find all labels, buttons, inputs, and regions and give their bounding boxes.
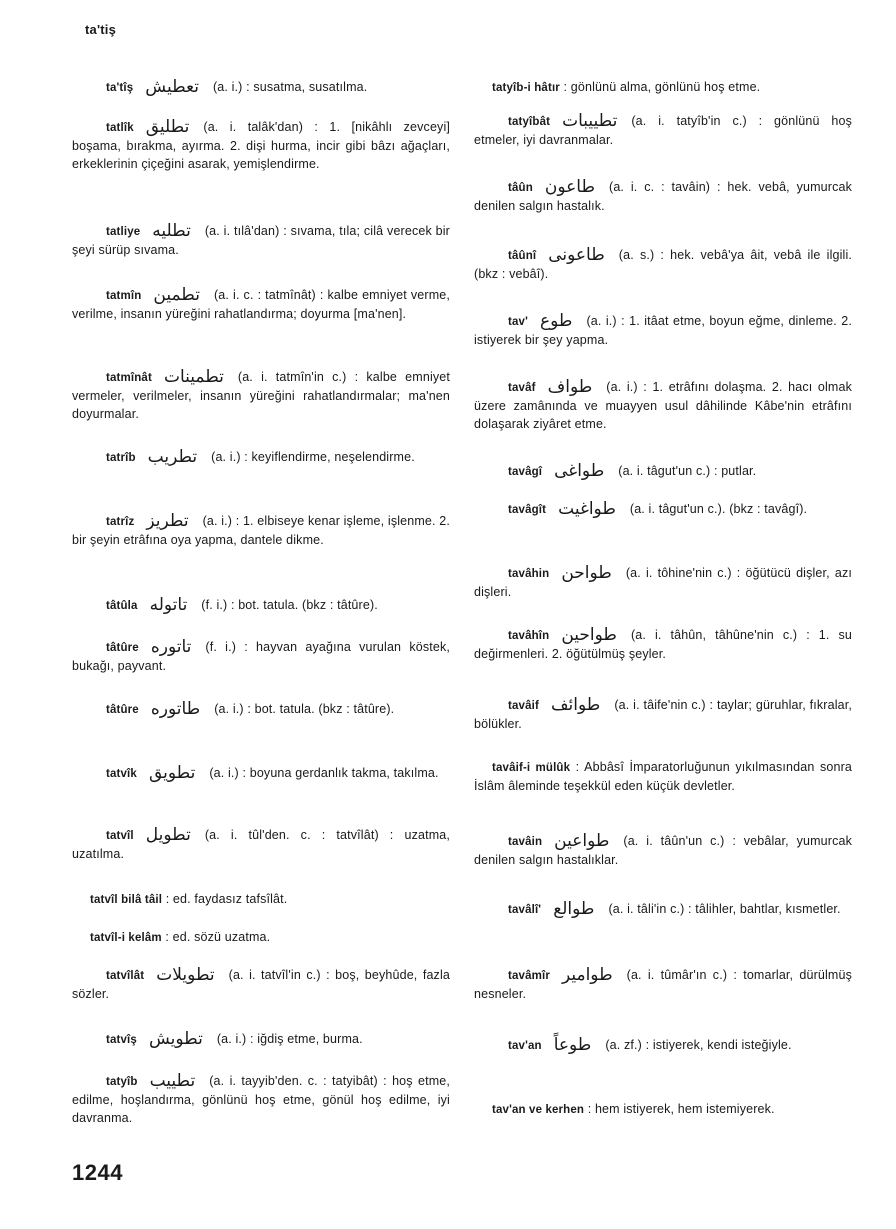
headword: tatvîlât [106, 970, 145, 982]
dictionary-entry [72, 928, 450, 947]
arabic-script: تطریب [147, 447, 198, 467]
definition: (f. i.) : bot. tatula. (bkz : tâtûre). [201, 598, 378, 612]
headword: tatyîbât [508, 116, 551, 128]
definition: (a. zf.) : istiyerek, kendi isteğiyle. [605, 1038, 792, 1052]
dictionary-entry [474, 758, 852, 795]
headword: tâtûre [106, 642, 139, 654]
dictionary-entry [474, 500, 852, 519]
headword: tavâif-i mülûk [492, 762, 571, 774]
dictionary-entry [72, 512, 450, 549]
arabic-script: تطریز [146, 511, 189, 531]
dictionary-entry [474, 626, 852, 663]
dictionary-entry [72, 78, 450, 97]
headword: tâtûre [106, 704, 139, 716]
arabic-script: طواف [547, 377, 593, 397]
dictionary-entry [474, 966, 852, 1003]
dictionary-entry [474, 112, 852, 149]
dictionary-entry [474, 1036, 852, 1055]
definition: (a. i. c. : tatmînât) : kalbe emniyet verme, verilme, insanın yüreğini rahatlandırma; doyurma [ma'nen]. [72, 288, 450, 321]
arabic-script: طوع [539, 311, 573, 331]
dictionary-entry [72, 286, 450, 323]
arabic-script: طوائف [550, 695, 601, 715]
dictionary-entry [72, 118, 450, 173]
dictionary-entry [72, 1030, 450, 1049]
headword: tatliye [106, 226, 141, 238]
arabic-script: طواغیت [558, 499, 616, 519]
arabic-script: تطویق [148, 763, 196, 783]
definition: (a. i. tâife'nin c.) : taylar; güruhlar, fıkralar, bölükler. [474, 698, 852, 731]
dictionary-entry [474, 564, 852, 601]
headword: tatrîz [106, 516, 135, 528]
arabic-script: طاتوره [150, 699, 201, 719]
definition: (a. i. c. : tavâin) : hek. vebâ, yumurcak denilen salgın hastalık. [474, 180, 852, 213]
headword: tavâhin [508, 568, 550, 580]
definition: (a. i. tâgut'un c.) : putlar. [618, 464, 757, 478]
headword: tâûnî [508, 250, 537, 262]
headword: tatyîb-i hâtır [492, 82, 560, 94]
headword: ta'tîş [106, 82, 134, 94]
definition: (a. i. talâk'dan) : 1. [nikâhlı zevceyi] boşama, bırakma, ayırma. 2. dişi hurma, incir gibi bâzı ağaçları, erkeklerinin çiçeğini asarak, yemişlendirme. [72, 120, 450, 171]
headword: tâûn [508, 182, 533, 194]
arabic-script: تطلیه [152, 221, 191, 241]
arabic-script: تطییب [149, 1071, 196, 1091]
arabic-script: تطمین [153, 285, 200, 305]
dictionary-entry [72, 764, 450, 783]
arabic-script: طواغی [554, 461, 605, 481]
headword: tavâhîn [508, 630, 550, 642]
definition: (a. i.) : susatma, susatılma. [212, 80, 368, 94]
dictionary-entry [72, 448, 450, 467]
dictionary-entry [72, 222, 450, 259]
headword: tatrîb [106, 452, 136, 464]
arabic-script: طاعونی [548, 245, 605, 265]
definition: (a. i. tatmîn'in c.) : kalbe emniyet vermeler, verilmeler, insanın yüreğini rahatlandırmalar; ma'nen doyurmalar. [72, 370, 450, 421]
arabic-script: تطمینات [163, 367, 224, 387]
dictionary-entry [474, 900, 852, 919]
arabic-script: طوامیر [561, 965, 613, 985]
headword: tavâif [508, 700, 539, 712]
dictionary-entry [474, 312, 852, 349]
arabic-script: تاتوله [149, 595, 188, 615]
arabic-script: طاعون [544, 177, 595, 197]
dictionary-entry [474, 462, 852, 481]
headword: tav'an [508, 1040, 542, 1052]
headword: tatvîl bilâ tâil [90, 894, 163, 906]
headword: tav'an ve kerhen [492, 1104, 585, 1116]
headword: tav' [508, 316, 528, 328]
dictionary-entry [474, 696, 852, 733]
definition: (a. i. tâli'in c.) : tâlihler, bahtlar, kısmetler. [608, 902, 841, 916]
definition: : Abbâsî İmparatorluğunun yıkılmasından sonra İslâm âleminde teşekkül eden küçük devletler. [474, 760, 852, 793]
dictionary-entry [72, 700, 450, 719]
arabic-script: تطویلات [156, 965, 215, 985]
definition: (a. s.) : hek. vebâ'ya âit, vebâ ile ilgili. (bkz : vebâî). [474, 248, 852, 281]
headword: tatvîk [106, 768, 137, 780]
definition: (a. i. tılâ'dan) : sıvama, tıla; cilâ verecek bir şeyi sürüp sıvama. [72, 224, 450, 257]
definition: (a. i.) : 1. itâat etme, boyun eğme, dinleme. 2. istiyerek bir şey yapma. [474, 314, 852, 347]
dictionary-entry [474, 178, 852, 215]
definition: (a. i.) : 1. elbiseye kenar işleme, işlenme. 2. bir şeyin etrâfına oya yapma, dantele dikme. [72, 514, 450, 547]
dictionary-entry [72, 1072, 450, 1127]
arabic-script: طواعین [554, 831, 610, 851]
dictionary-entry [72, 596, 450, 615]
arabic-script: طواحین [561, 625, 617, 645]
definition: (a. i.) : iğdiş etme, burma. [216, 1032, 363, 1046]
dictionary-entry [474, 378, 852, 433]
dictionary-entry [72, 890, 450, 909]
definition: : gönlünü alma, gönlünü hoş etme. [563, 80, 761, 94]
headword: tavâmîr [508, 970, 550, 982]
headword: tavâgî [508, 466, 543, 478]
arabic-script: تطویل [145, 825, 191, 845]
definition: (a. i. tûl'den. c. : tatvîlât) : uzatma, uzatılma. [72, 828, 450, 861]
dictionary-entry [474, 1100, 852, 1119]
arabic-script: تطلیق [145, 117, 190, 137]
definition: (a. i. tôhine'nin c.) : öğütücü dişler, azı dişleri. [474, 566, 852, 599]
dictionary-entry [474, 832, 852, 869]
definition: : ed. faydasız tafsîlât. [165, 892, 288, 906]
headword: tatmînât [106, 372, 152, 384]
headword: tatvîl [106, 830, 134, 842]
definition: (a. i. tatvîl'in c.) : boş, beyhûde, fazla sözler. [72, 968, 450, 1001]
headword: tavâf [508, 382, 536, 394]
arabic-script: تاتوره [150, 637, 192, 657]
definition: (a. i. tâgut'un c.). (bkz : tavâgî). [629, 502, 808, 516]
headword: tatvîş [106, 1034, 137, 1046]
headword: tatlîk [106, 122, 134, 134]
definition: (a. i.) : bot. tatula. (bkz : tâtûre). [214, 702, 395, 716]
page-number: 1244 [72, 1160, 123, 1185]
definition: (a. i. tatyîb'in c.) : gönlünü hoş etmeler, iyi davranmalar. [474, 114, 852, 147]
definition: (a. i. tûmâr'ın c.) : tomarlar, dürülmüş nesneler. [474, 968, 852, 1001]
headword: tatyîb [106, 1076, 138, 1088]
arabic-script: تعطیش [145, 77, 199, 97]
dictionary-entry [72, 638, 450, 675]
headword: tâtûla [106, 600, 138, 612]
definition: (a. i.) : boyuna gerdanlık takma, takılma. [209, 766, 439, 780]
definition: : ed. sözü uzatma. [165, 930, 271, 944]
headword: tavâgît [508, 504, 547, 516]
dictionary-entry [72, 966, 450, 1003]
arabic-script: طوعاً [553, 1035, 592, 1055]
definition: (a. i.) : 1. etrâfını dolaşma. 2. hacı olmak üzere zamânında ve muayyen usul dâhilinde Kâbe'nin etrâfını dolaşarak ziyâret etme. [474, 380, 852, 431]
definition: : hem istiyerek, hem istemiyerek. [587, 1102, 775, 1116]
arabic-script: طوالع [553, 899, 595, 919]
arabic-script: تطییبات [562, 111, 618, 131]
dictionary-entry [474, 78, 852, 97]
headword: tavâlî' [508, 904, 542, 916]
running-head: ta'tiş [85, 22, 117, 37]
definition: (a. i. tâûn'un c.) : vebâlar, yumurcak denilen salgın hastalıklar. [474, 834, 852, 867]
headword: tatvîl-i kelâm [90, 932, 162, 944]
definition: (a. i. tayyib'den. c. : tatyibât) : hoş etme, edilme, hoşlandırma, gönlünü hoş etme, gönül hoş edilme, iyi davranma. [72, 1074, 450, 1125]
definition: (a. i.) : keyiflendirme, neşelendirme. [211, 450, 415, 464]
definition: (a. i. tâhûn, tâhûne'nin c.) : 1. su değirmenleri. 2. öğütülmüş şeyler. [474, 628, 852, 661]
dictionary-entry [72, 826, 450, 863]
definition: (f. i.) : hayvan ayağına vurulan köstek, bukağı, payvant. [72, 640, 450, 673]
headword: tatmîn [106, 290, 142, 302]
arabic-script: طواحن [561, 563, 612, 583]
arabic-script: تطویش [148, 1029, 203, 1049]
headword: tavâin [508, 836, 543, 848]
dictionary-entry [474, 246, 852, 283]
dictionary-entry [72, 368, 450, 423]
